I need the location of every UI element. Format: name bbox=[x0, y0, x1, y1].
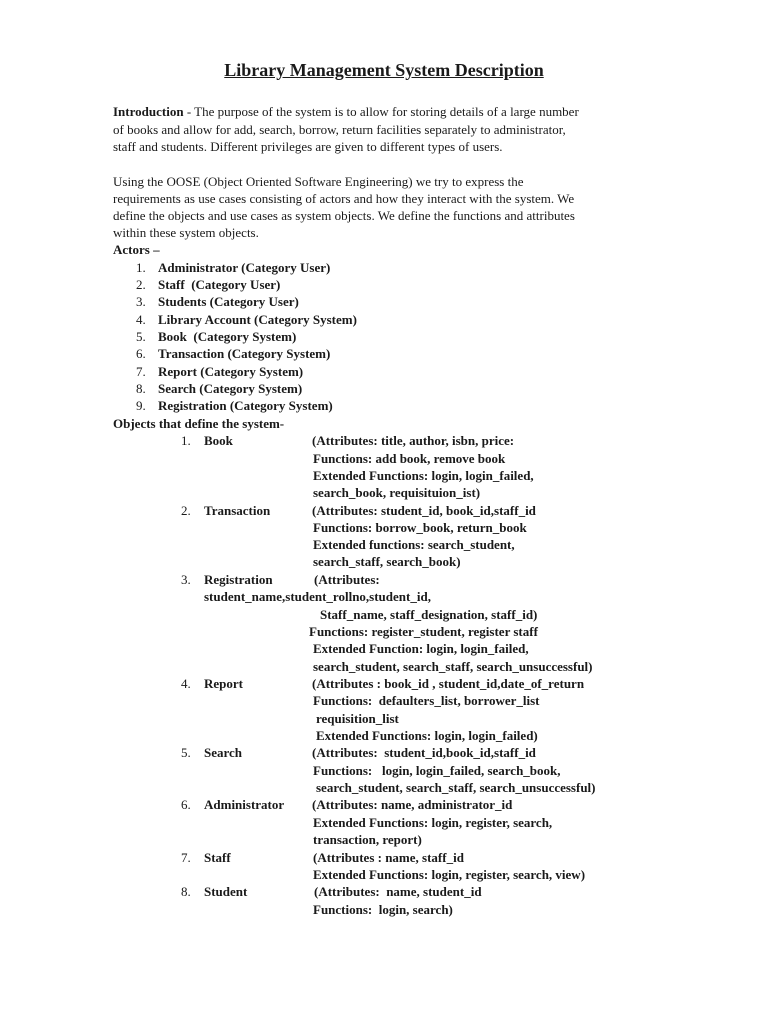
object-desc: (Attributes: student_id,book_id,staff_id bbox=[312, 745, 536, 760]
oose-line-1: Using the OOSE (Object Oriented Software Engineering) we try to express the bbox=[113, 174, 524, 189]
actor-num: 8. bbox=[136, 381, 146, 396]
object-desc: (Attributes : name, staff_id bbox=[313, 850, 464, 865]
actor-item: Transaction (Category System) bbox=[158, 346, 331, 361]
object-desc: Functions: login, login_failed, search_book, bbox=[313, 763, 561, 778]
object-desc: (Attributes: bbox=[314, 572, 380, 587]
object-desc: Extended Functions: login, register, search, bbox=[313, 815, 553, 830]
object-name-book: Book bbox=[204, 433, 233, 448]
actor-num: 2. bbox=[136, 277, 146, 292]
oose-line-3: define the objects and use cases as system objects. We define the functions and attributes bbox=[113, 208, 575, 223]
page-title: Library Management System Description bbox=[224, 60, 544, 80]
object-num: 6. bbox=[181, 797, 191, 812]
object-desc: Extended Functions: login, register, search, view) bbox=[313, 867, 586, 882]
actor-num: 3. bbox=[136, 294, 146, 309]
object-desc: Functions: defaulters_list, borrower_list bbox=[313, 693, 540, 708]
object-name-staff: Staff bbox=[204, 850, 231, 865]
actor-item: Registration (Category System) bbox=[158, 398, 333, 413]
object-name-transaction: Transaction bbox=[204, 503, 271, 518]
object-name-search: Search bbox=[204, 745, 243, 760]
actor-item: Students (Category User) bbox=[158, 294, 299, 309]
object-desc: Functions: login, search) bbox=[313, 902, 453, 917]
object-desc: requisition_list bbox=[316, 711, 399, 726]
intro-label: Introduction bbox=[113, 104, 184, 119]
actor-num: 9. bbox=[136, 398, 146, 413]
intro-line-2: of books and allow for add, search, borrow, return facilities separately to administrator, bbox=[113, 122, 566, 137]
object-desc: search_staff, search_book) bbox=[313, 554, 461, 569]
object-num: 5. bbox=[181, 745, 191, 760]
object-desc: student_name,student_rollno,student_id, bbox=[204, 589, 431, 604]
object-desc: Extended Function: login, login_failed, bbox=[313, 641, 529, 656]
actor-item: Search (Category System) bbox=[158, 381, 303, 396]
actor-item: Administrator (Category User) bbox=[158, 260, 331, 275]
actor-num: 1. bbox=[136, 260, 146, 275]
object-name-registration: Registration bbox=[204, 572, 273, 587]
actor-item: Book (Category System) bbox=[158, 329, 297, 344]
objects-heading: Objects that define the system- bbox=[113, 416, 285, 431]
object-desc: Extended Functions: login, login_failed) bbox=[316, 728, 538, 743]
object-desc: (Attributes: name, student_id bbox=[314, 884, 482, 899]
object-desc: search_book, requisituion_ist) bbox=[313, 485, 481, 500]
actor-num: 7. bbox=[136, 364, 146, 379]
object-name-student: Student bbox=[204, 884, 248, 899]
object-name-administrator: Administrator bbox=[204, 797, 285, 812]
object-desc: Functions: add book, remove book bbox=[313, 451, 506, 466]
object-name-report: Report bbox=[204, 676, 243, 691]
object-desc: transaction, report) bbox=[313, 832, 422, 847]
object-num: 8. bbox=[181, 884, 191, 899]
object-desc: search_student, search_staff, search_unsuccessful) bbox=[313, 659, 593, 674]
intro-line-1 bbox=[113, 103, 579, 120]
oose-line-2: requirements as use cases consisting of actors and how they interact with the system. We bbox=[113, 191, 575, 206]
object-desc: (Attributes: name, administrator_id bbox=[312, 797, 513, 812]
oose-line-4: within these system objects. bbox=[113, 225, 259, 240]
actor-item: Report (Category System) bbox=[158, 364, 304, 379]
object-desc: Extended Functions: login, login_failed, bbox=[313, 468, 534, 483]
object-desc: Functions: register_student, register staff bbox=[309, 624, 538, 639]
actor-num: 4. bbox=[136, 312, 146, 327]
actors-heading: Actors – bbox=[113, 242, 160, 257]
actor-num: 5. bbox=[136, 329, 146, 344]
actor-item: Staff (Category User) bbox=[158, 277, 281, 292]
object-desc: (Attributes: title, author, isbn, price: bbox=[312, 433, 515, 448]
intro-text-1: - The purpose of the system is to allow for storing details of a large number bbox=[183, 104, 579, 119]
object-num: 2. bbox=[181, 503, 191, 518]
object-num: 7. bbox=[181, 850, 191, 865]
intro-line-3: staff and students. Different privileges are given to different types of users. bbox=[113, 139, 503, 154]
object-desc: Functions: borrow_book, return_book bbox=[313, 520, 527, 535]
actor-num: 6. bbox=[136, 346, 146, 361]
actor-item: Library Account (Category System) bbox=[158, 312, 357, 327]
object-num: 4. bbox=[181, 676, 191, 691]
object-desc: (Attributes: student_id, book_id,staff_id bbox=[312, 503, 536, 518]
object-desc: Staff_name, staff_designation, staff_id) bbox=[320, 607, 538, 622]
object-desc: Extended functions: search_student, bbox=[313, 537, 515, 552]
object-desc: (Attributes : book_id , student_id,date_of_return bbox=[312, 676, 585, 691]
object-num: 3. bbox=[181, 572, 191, 587]
object-num: 1. bbox=[181, 433, 191, 448]
object-desc: search_student, search_staff, search_unsuccessful) bbox=[316, 780, 596, 795]
